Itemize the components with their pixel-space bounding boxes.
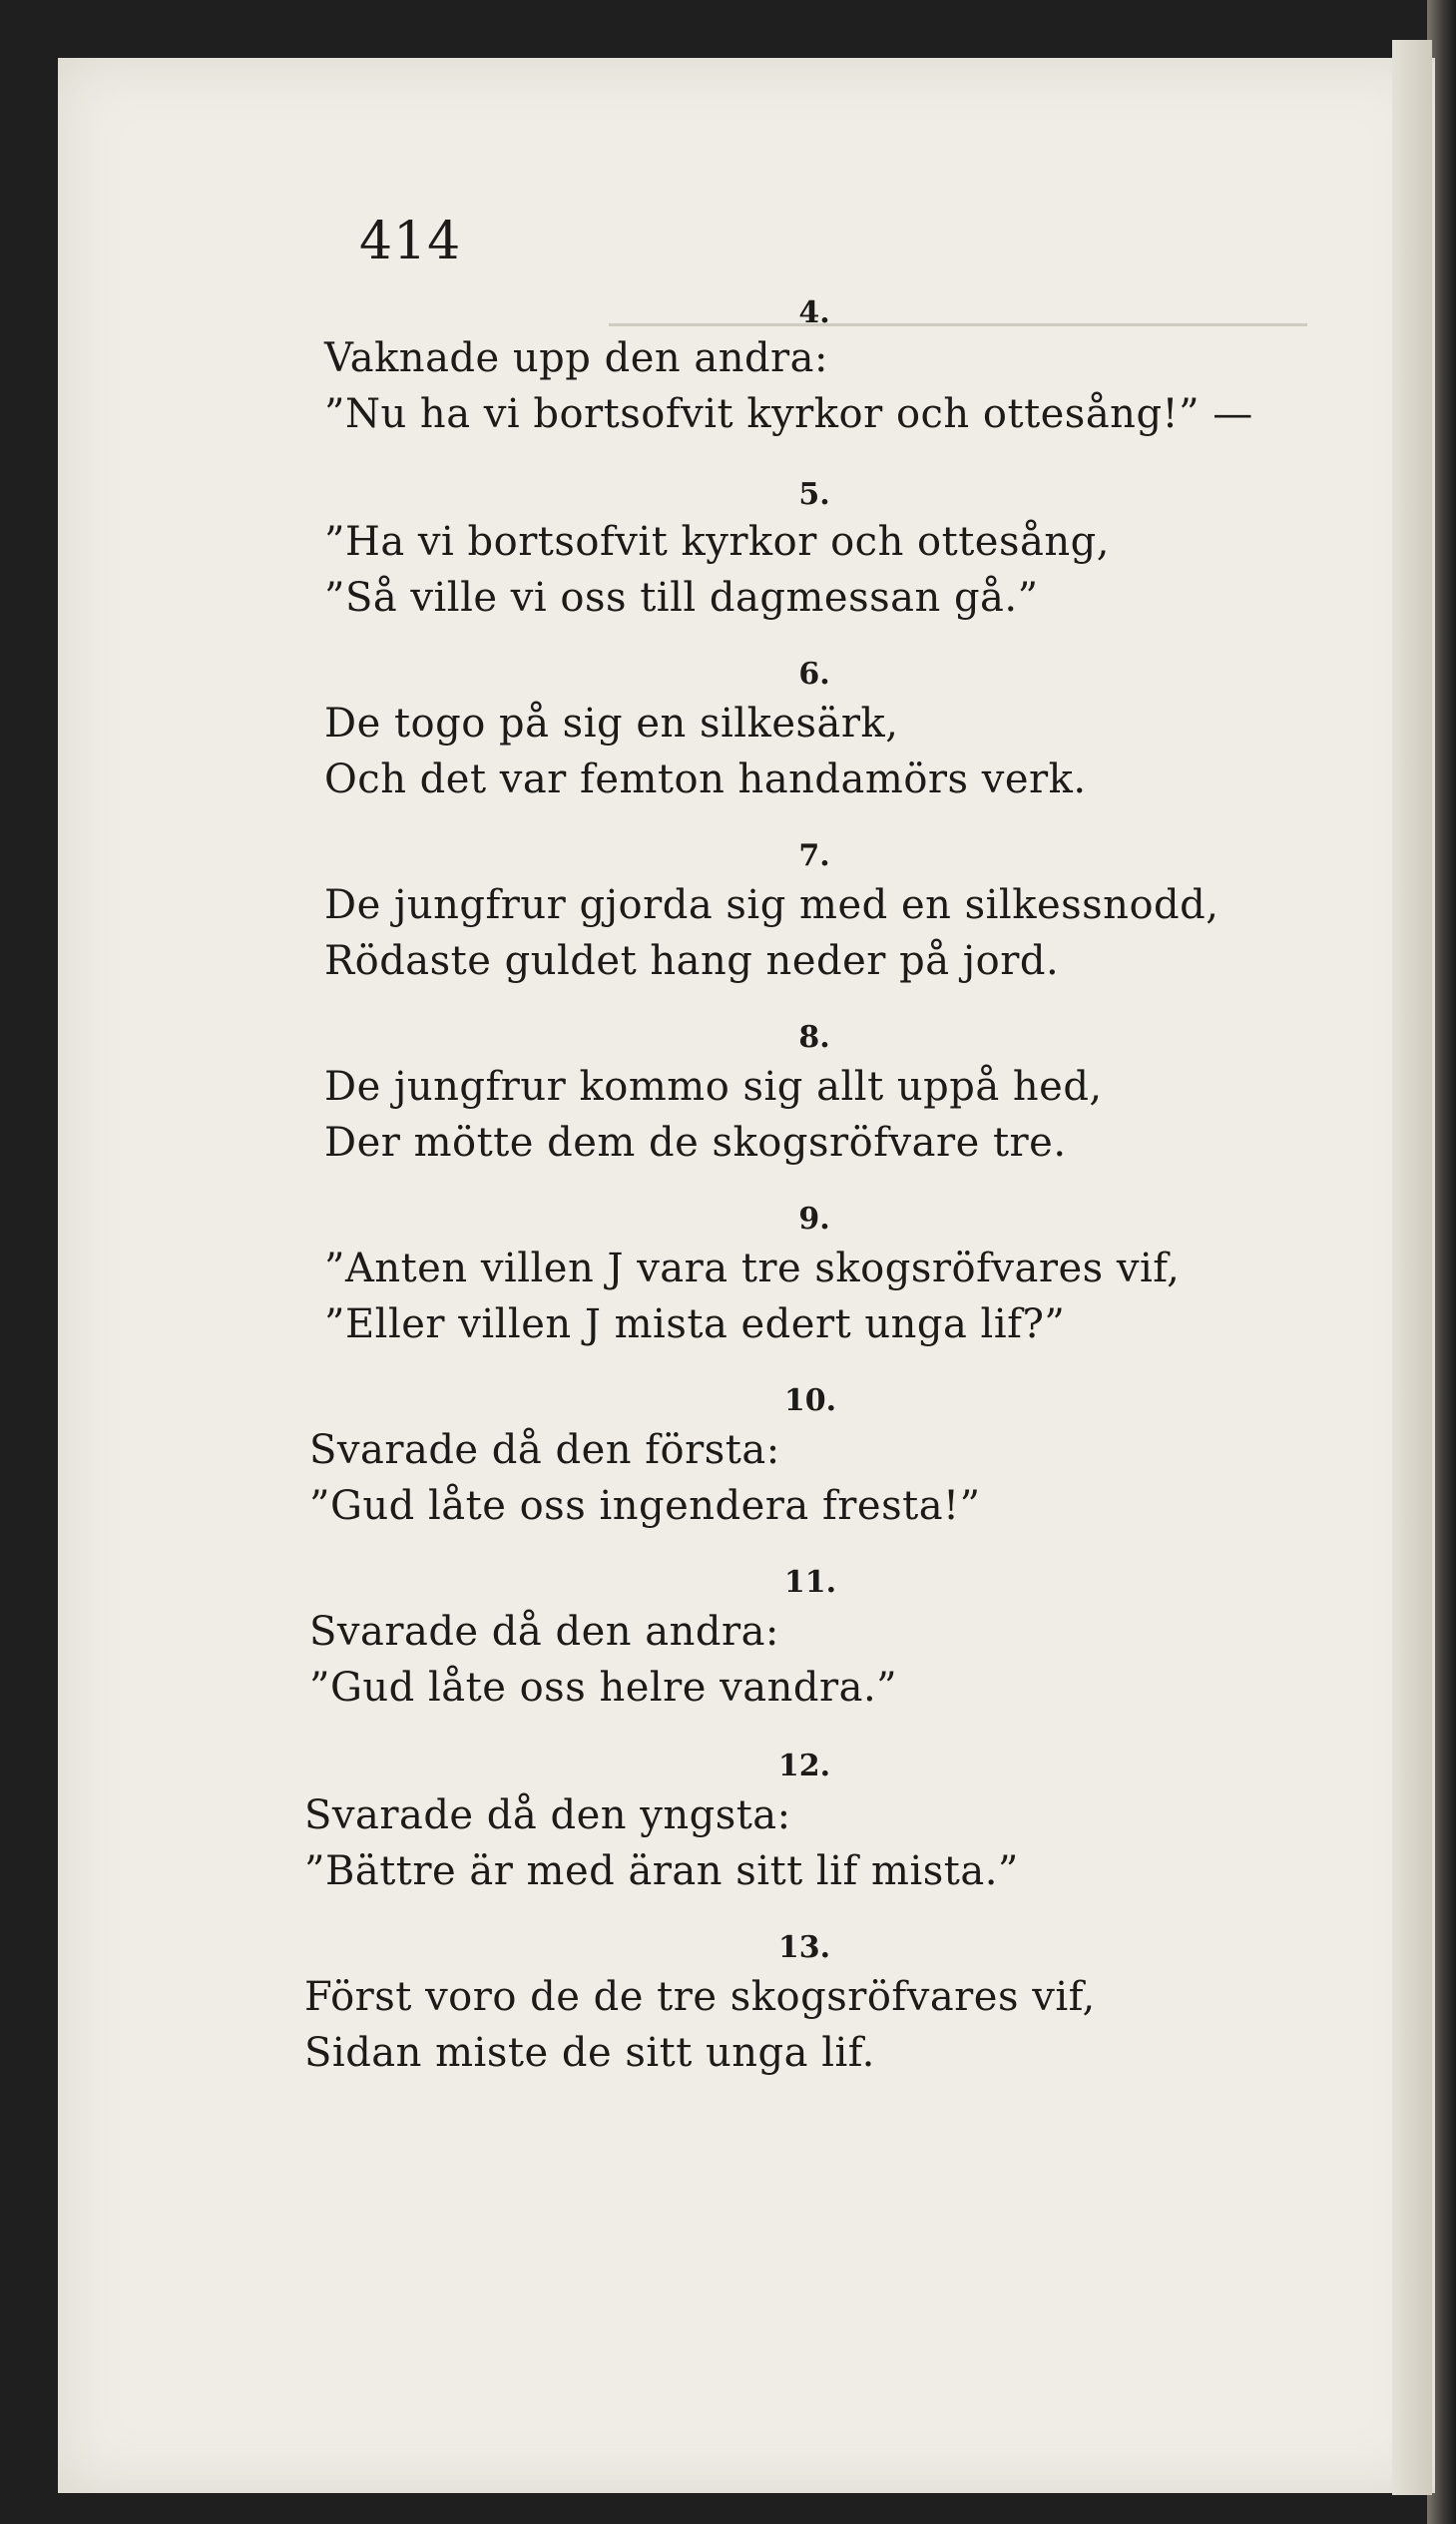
verse-line: ”Eller villen J mista edert unga lif?” bbox=[324, 1301, 1066, 1347]
verse-line: De jungfrur kommo sig allt uppå hed, bbox=[324, 1064, 1103, 1110]
stanza-number: 4. bbox=[798, 295, 830, 330]
stanza-number: 13. bbox=[777, 1930, 831, 1965]
verse-line: ”Ha vi bortsofvit kyrkor och ottesång, bbox=[324, 519, 1110, 565]
verse-line: ”Anten villen J vara tre skogsröfvares vif, bbox=[324, 1246, 1181, 1291]
verse-line: Och det var femton handamörs verk. bbox=[324, 757, 1087, 802]
header-rule bbox=[609, 323, 1307, 326]
verse-line: ”Gud låte oss helre vandra.” bbox=[309, 1665, 898, 1711]
verse-line: ”Nu ha vi bortsofvit kyrkor och ottesång!” — bbox=[324, 391, 1253, 437]
stanza-number: 6. bbox=[798, 657, 830, 692]
page-number: 414 bbox=[359, 212, 462, 271]
verse-line: Svarade då den första: bbox=[309, 1427, 780, 1473]
verse-line: Vaknade upp den andra: bbox=[324, 335, 829, 381]
stanza-number: 11. bbox=[783, 1565, 837, 1600]
verse-line: Först voro de de tre skogsröfvares vif, bbox=[304, 1974, 1096, 2020]
stanza-number: 10. bbox=[783, 1383, 837, 1418]
verse-line: Svarade då den yngsta: bbox=[304, 1792, 791, 1838]
stanza-number: 12. bbox=[777, 1749, 831, 1783]
verse-line: Rödaste guldet hang neder på jord. bbox=[324, 938, 1060, 984]
verse-line: ”Gud låte oss ingendera fresta!” bbox=[309, 1483, 981, 1529]
stanza-number: 9. bbox=[798, 1202, 830, 1237]
stanza-number: 8. bbox=[798, 1020, 830, 1055]
verse-line: ”Bättre är med äran sitt lif mista.” bbox=[304, 1848, 1019, 1894]
stanza-number: 7. bbox=[798, 838, 830, 873]
verse-line: Sidan miste de sitt unga lif. bbox=[304, 2030, 875, 2076]
stanza-number: 5. bbox=[798, 477, 830, 512]
verse-line: ”Så ville vi oss till dagmessan gå.” bbox=[324, 575, 1039, 621]
verse-line: Svarade då den andra: bbox=[309, 1609, 779, 1655]
verse-line: De jungfrur gjorda sig med en silkessnodd, bbox=[324, 882, 1219, 928]
verse-line: De togo på sig en silkesärk, bbox=[324, 701, 899, 747]
verse-line: Der mötte dem de skogsröfvare tre. bbox=[324, 1120, 1067, 1166]
